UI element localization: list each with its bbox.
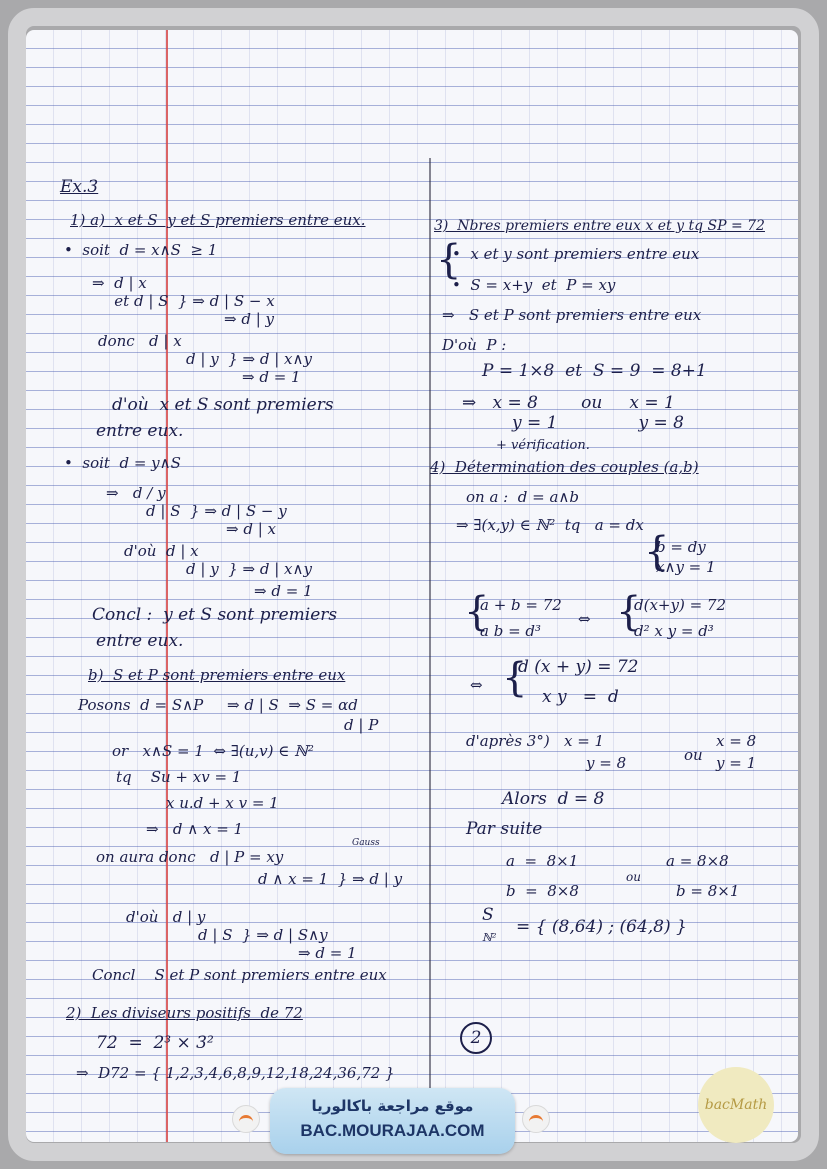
right-line-2: • S = x+y et P = xy [452, 276, 616, 294]
left-line-25: ⇒ d ∧ x = 1 [146, 820, 244, 838]
right-line-0: 3) Nbres premiers entre eux x et y tq SP = 72 [434, 218, 765, 234]
right-line-23: y = 8 [586, 754, 627, 772]
right-line-9: 4) Détermination des couples (a,b) [430, 458, 699, 476]
left-line-6: d | y } ⇒ d | x∧y [186, 350, 312, 368]
left-line-3: et d | S } ⇒ d | S − x [100, 292, 275, 310]
right-line-31: ou [626, 870, 641, 884]
banner-url[interactable]: BAC.MOURAJAA.COM [300, 1121, 485, 1140]
site-banner[interactable] [270, 1088, 515, 1154]
page-number: 2 [460, 1022, 492, 1054]
right-line-20: d (x + y) = 72 [518, 657, 639, 677]
system-brace-2: { [644, 529, 670, 575]
left-line-12: d | S } ⇒ d | S − y [146, 502, 287, 520]
left-line-26: on aura donc d | P = xy [96, 848, 284, 866]
right-line-28: Par suite [466, 819, 543, 839]
right-line-19: ⇔ [470, 676, 483, 694]
left-line-23: tq Su + xv = 1 [116, 768, 242, 786]
left-line-22: or x∧S = 1 ⇔ ∃(u,v) ∈ ℕ² [112, 742, 314, 760]
right-line-35: ℕ² [482, 931, 497, 944]
book-icon-left [232, 1105, 260, 1133]
right-line-29: a = 8×1 [506, 852, 579, 870]
right-line-16: ⇔ [578, 610, 591, 628]
right-line-5: P = 1×8 et S = 9 = 8+1 [482, 361, 707, 381]
right-line-26: y = 1 [716, 754, 757, 772]
notebook-page [26, 30, 798, 1142]
left-line-34: ⇒ D72 = { 1,2,3,4,6,8,9,12,18,24,36,72 } [76, 1064, 395, 1082]
left-line-10: • soit d = y∧S [64, 454, 181, 472]
left-line-17: Concl : y et S sont premiers [92, 605, 338, 625]
system-brace-5: { [502, 655, 528, 701]
right-line-14: a + b = 72 [480, 596, 562, 614]
right-line-25: x = 8 [716, 732, 757, 750]
right-line-17: d(x+y) = 72 [634, 596, 726, 614]
right-line-27: Alors d = 8 [502, 789, 605, 809]
left-line-8: d'où x et S sont premiers [112, 395, 334, 415]
right-line-3: ⇒ S et P sont premiers entre eux [442, 306, 702, 324]
left-line-9: entre eux. [96, 421, 184, 441]
left-line-24: x u.d + x v = 1 [166, 794, 279, 812]
left-line-32: 2) Les diviseurs positifs de 72 [66, 1004, 303, 1022]
left-line-31: Concl S et P sont premiers entre eux [92, 966, 387, 984]
left-line-4: ⇒ d | y [224, 310, 275, 328]
right-line-12: b = dy [656, 538, 706, 556]
right-line-34: S [482, 905, 494, 925]
gauss-note: Gauss [352, 838, 380, 848]
left-line-5: donc d | x [98, 332, 182, 350]
system-brace-4: { [616, 589, 642, 635]
left-line-29: d | S } ⇒ d | S∧y [198, 926, 328, 944]
right-line-10: on a : d = a∧b [466, 488, 579, 506]
system-brace-1: { [436, 237, 462, 283]
banner-arabic-text: موقع مراجعة باكالوريا [311, 1097, 474, 1115]
left-line-0: 1) a) x et S y et S premiers entre eux. [70, 211, 366, 229]
left-line-20: Posons d = S∧P ⇒ d | S ⇒ S = αd [78, 696, 358, 714]
left-line-33: 72 = 2³ × 3² [96, 1033, 214, 1053]
left-line-7: ⇒ d = 1 [242, 368, 301, 386]
right-line-33: b = 8×1 [676, 882, 740, 900]
left-line-16: ⇒ d = 1 [254, 582, 313, 600]
right-line-18: d² x y = d³ [634, 622, 714, 640]
left-line-11: ⇒ d / y [106, 484, 166, 502]
column-divider [429, 158, 431, 1138]
right-line-13: x∧y = 1 [656, 558, 716, 576]
left-line-27: d ∧ x = 1 } ⇒ d | y [258, 870, 403, 888]
right-line-36: = { (8,64) ; (64,8) } [516, 917, 687, 937]
right-line-15: a b = d³ [480, 622, 542, 640]
left-line-1: • soit d = x∧S ≥ 1 [64, 241, 218, 259]
left-line-2: ⇒ d | x [92, 274, 147, 292]
left-line-15: d | y } ⇒ d | x∧y [186, 560, 312, 578]
right-line-24: ou [684, 746, 703, 764]
book-icon-right [522, 1105, 550, 1133]
right-line-7: y = 1 y = 8 [512, 413, 685, 433]
bacmath-logo: bacMath [698, 1067, 774, 1143]
right-line-22: d'après 3°) x = 1 [466, 732, 605, 750]
left-line-30: ⇒ d = 1 [298, 944, 357, 962]
right-line-8: + vérification. [496, 438, 590, 453]
right-line-21: x y = d [542, 687, 619, 707]
left-line-14: d'où d | x [124, 542, 199, 560]
right-line-6: ⇒ x = 8 ou x = 1 [462, 393, 675, 413]
right-line-1: • x et y sont premiers entre eux [452, 245, 700, 263]
exercise-title: Ex.3 [60, 177, 99, 197]
left-line-18: entre eux. [96, 631, 184, 651]
right-line-11: ⇒ ∃(x,y) ∈ ℕ² tq a = dx [456, 516, 644, 534]
right-line-4: D'où P : [442, 336, 507, 354]
left-line-21: d | P [344, 716, 379, 734]
left-line-28: d'où d | y [126, 908, 206, 926]
left-line-13: ⇒ d | x [226, 520, 276, 538]
left-line-19: b) S et P sont premiers entre eux [88, 666, 346, 684]
right-line-30: b = 8×8 [506, 882, 579, 900]
system-brace-3: { [464, 589, 490, 635]
right-line-32: a = 8×8 [666, 852, 729, 870]
